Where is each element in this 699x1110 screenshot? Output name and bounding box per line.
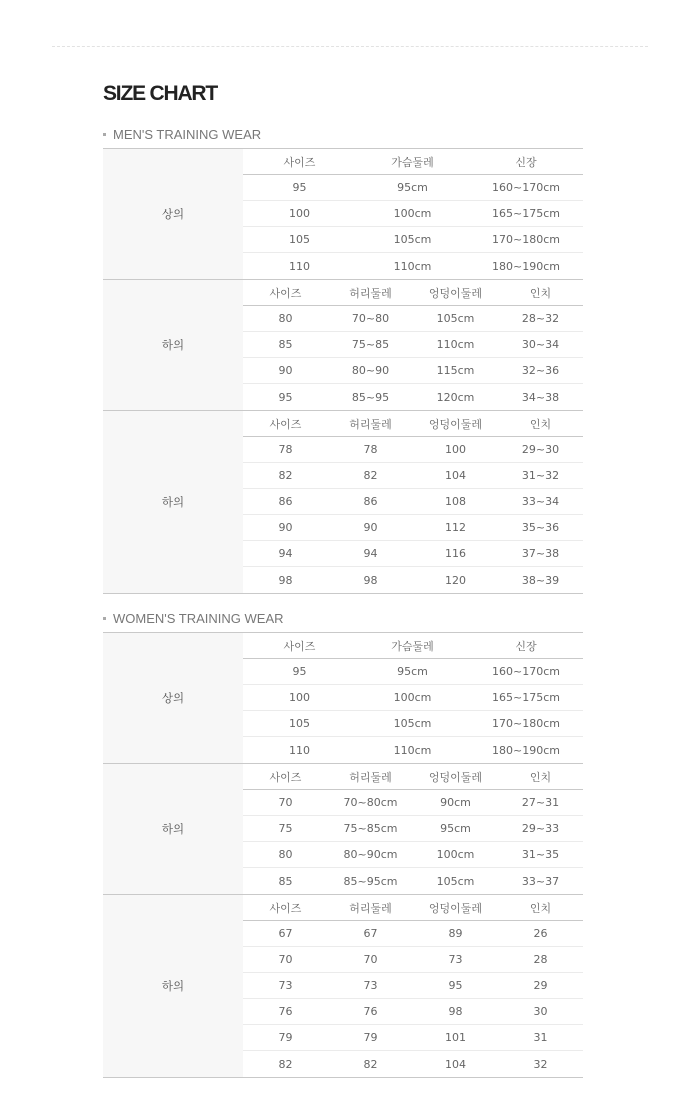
size-table xyxy=(243,149,583,279)
table-cell: 105cm xyxy=(393,233,432,246)
table-cell: 98 xyxy=(278,573,293,587)
table-cell: 78 xyxy=(363,443,378,456)
table-cell: 27~31 xyxy=(521,796,560,809)
table-cell: 29 xyxy=(533,979,548,992)
column-header: 신장 xyxy=(515,639,537,653)
table-cell: 80~90cm xyxy=(343,848,398,861)
table-cell: 28 xyxy=(533,953,548,966)
table-cell: 80 xyxy=(278,848,293,861)
size-table xyxy=(243,633,583,763)
column-header: 허리둘레 xyxy=(349,417,392,431)
section-title-text: MEN'S TRAINING WEAR xyxy=(113,127,262,142)
table-row xyxy=(243,227,583,253)
table-cell: 105 xyxy=(289,717,310,730)
table-cell: 28~32 xyxy=(521,312,560,325)
column-header: 사이즈 xyxy=(283,639,316,653)
table-cell: 90 xyxy=(278,521,293,534)
table-cell: 95cm xyxy=(397,181,428,194)
table-cell: 31~35 xyxy=(521,848,560,861)
table-cell: 67 xyxy=(363,927,378,940)
table-cell: 105 xyxy=(289,233,310,246)
table-cell: 90 xyxy=(363,521,378,534)
column-header: 사이즈 xyxy=(269,770,302,784)
table-cell: 100 xyxy=(289,691,310,704)
table-cell: 120cm xyxy=(436,390,475,404)
column-header: 허리둘레 xyxy=(349,286,392,300)
table-cell: 86 xyxy=(363,495,378,508)
table-row xyxy=(243,947,583,973)
table-cell: 90cm xyxy=(440,796,471,809)
table-row xyxy=(243,1051,583,1077)
table-cell: 98 xyxy=(448,1005,463,1018)
bullet-icon xyxy=(103,617,106,620)
column-header: 가슴둘레 xyxy=(391,639,434,653)
table-cell: 165~175cm xyxy=(492,691,560,704)
table-cell: 67 xyxy=(278,927,293,940)
table-cell: 104 xyxy=(445,469,466,482)
table-cell: 95 xyxy=(278,390,293,404)
table-cell: 89 xyxy=(448,927,463,940)
table-cell: 75~85cm xyxy=(343,822,398,835)
table-cell: 32~36 xyxy=(521,364,560,377)
column-header: 엉덩이둘레 xyxy=(428,901,483,915)
table-row xyxy=(243,737,583,763)
table-cell: 180~190cm xyxy=(492,259,560,273)
table-cell: 105cm xyxy=(436,874,475,888)
table-cell: 31 xyxy=(533,1031,548,1044)
column-header: 사이즈 xyxy=(269,417,302,431)
table-row xyxy=(243,306,583,332)
size-group xyxy=(103,633,583,764)
table-cell: 110cm xyxy=(393,259,432,273)
size-table xyxy=(243,895,583,1077)
table-row xyxy=(243,201,583,227)
column-header: 허리둘레 xyxy=(349,770,392,784)
table-cell: 35~36 xyxy=(521,521,560,534)
table-cell: 160~170cm xyxy=(492,181,560,194)
table-cell: 70 xyxy=(278,796,293,809)
table-row xyxy=(243,384,583,410)
table-cell: 105cm xyxy=(436,312,475,325)
table-cell: 100 xyxy=(289,207,310,220)
table-row xyxy=(243,253,583,279)
table-cell: 100cm xyxy=(393,207,432,220)
table-row xyxy=(243,1025,583,1051)
table-cell: 94 xyxy=(278,547,293,560)
column-header: 엉덩이둘레 xyxy=(428,286,483,300)
column-header: 사이즈 xyxy=(283,155,316,169)
table-cell: 80~90 xyxy=(351,364,390,377)
mens-training-wear-section xyxy=(103,121,583,594)
section-title-text: WOMEN'S TRAINING WEAR xyxy=(113,611,284,626)
table-cell: 110cm xyxy=(393,743,432,757)
table-cell: 76 xyxy=(363,1005,378,1018)
table-cell: 75 xyxy=(278,822,293,835)
table-cell: 105cm xyxy=(393,717,432,730)
size-group xyxy=(103,895,583,1078)
table-cell: 73 xyxy=(363,979,378,992)
table-header-row xyxy=(243,411,583,437)
size-table xyxy=(243,280,583,410)
table-cell: 110cm xyxy=(436,338,475,351)
table-header-row xyxy=(243,149,583,175)
table-cell: 104 xyxy=(445,1057,466,1071)
table-cell: 180~190cm xyxy=(492,743,560,757)
size-group xyxy=(103,149,583,280)
section-title xyxy=(103,121,583,149)
table-cell: 80 xyxy=(278,312,293,325)
table-cell: 170~180cm xyxy=(492,233,560,246)
table-cell: 82 xyxy=(363,469,378,482)
table-row xyxy=(243,685,583,711)
table-cell: 37~38 xyxy=(521,547,560,560)
table-cell: 73 xyxy=(448,953,463,966)
size-group xyxy=(103,280,583,411)
table-row xyxy=(243,489,583,515)
size-group xyxy=(103,764,583,895)
table-cell: 95 xyxy=(292,665,307,678)
garment-type-label: 상의 xyxy=(103,633,243,763)
column-header: 신장 xyxy=(515,155,537,169)
table-row xyxy=(243,437,583,463)
top-dashed-divider xyxy=(52,46,648,47)
column-header: 엉덩이둘레 xyxy=(428,417,483,431)
table-cell: 82 xyxy=(363,1057,378,1071)
table-row xyxy=(243,463,583,489)
table-cell: 110 xyxy=(289,743,310,757)
section-title xyxy=(103,605,583,633)
table-cell: 33~37 xyxy=(521,874,560,888)
size-table xyxy=(243,764,583,894)
table-cell: 95 xyxy=(448,979,463,992)
table-cell: 85~95cm xyxy=(343,874,398,888)
table-cell: 95 xyxy=(292,181,307,194)
table-cell: 78 xyxy=(278,443,293,456)
table-cell: 112 xyxy=(445,521,466,534)
table-cell: 116 xyxy=(445,547,466,560)
garment-type-label: 하의 xyxy=(103,764,243,894)
table-cell: 94 xyxy=(363,547,378,560)
table-cell: 70~80 xyxy=(351,312,390,325)
garment-type-label: 하의 xyxy=(103,411,243,593)
table-row xyxy=(243,816,583,842)
table-cell: 100cm xyxy=(393,691,432,704)
table-cell: 70 xyxy=(363,953,378,966)
table-cell: 85~95 xyxy=(351,390,390,404)
garment-type-label: 상의 xyxy=(103,149,243,279)
table-cell: 33~34 xyxy=(521,495,560,508)
table-row xyxy=(243,567,583,593)
table-cell: 165~175cm xyxy=(492,207,560,220)
table-cell: 90 xyxy=(278,364,293,377)
table-header-row xyxy=(243,280,583,306)
table-cell: 115cm xyxy=(436,364,475,377)
table-cell: 73 xyxy=(278,979,293,992)
column-header: 사이즈 xyxy=(269,286,302,300)
column-header: 허리둘레 xyxy=(349,901,392,915)
table-cell: 170~180cm xyxy=(492,717,560,730)
column-header: 엉덩이둘레 xyxy=(428,770,483,784)
table-cell: 70~80cm xyxy=(343,796,398,809)
table-row xyxy=(243,868,583,894)
table-cell: 34~38 xyxy=(521,390,560,404)
table-row xyxy=(243,175,583,201)
table-cell: 79 xyxy=(278,1031,293,1044)
table-cell: 82 xyxy=(278,1057,293,1071)
size-table xyxy=(243,411,583,593)
bullet-icon xyxy=(103,133,106,136)
table-cell: 30~34 xyxy=(521,338,560,351)
table-row xyxy=(243,541,583,567)
column-header: 인치 xyxy=(529,286,552,300)
table-header-row xyxy=(243,633,583,659)
garment-type-label: 하의 xyxy=(103,280,243,410)
column-header: 가슴둘레 xyxy=(391,155,434,169)
table-row xyxy=(243,973,583,999)
table-cell: 31~32 xyxy=(521,469,560,482)
table-cell: 82 xyxy=(278,469,293,482)
table-cell: 95cm xyxy=(440,822,471,835)
table-row xyxy=(243,711,583,737)
table-cell: 29~30 xyxy=(521,443,560,456)
table-cell: 85 xyxy=(278,338,293,351)
column-header: 인치 xyxy=(529,901,552,915)
table-cell: 86 xyxy=(278,495,293,508)
table-cell: 75~85 xyxy=(351,338,390,351)
table-header-row xyxy=(243,895,583,921)
table-row xyxy=(243,999,583,1025)
womens-training-wear-section xyxy=(103,605,583,1078)
table-row xyxy=(243,921,583,947)
table-cell: 98 xyxy=(363,573,378,587)
garment-type-label: 하의 xyxy=(103,895,243,1077)
table-cell: 79 xyxy=(363,1031,378,1044)
table-row xyxy=(243,515,583,541)
table-cell: 95cm xyxy=(397,665,428,678)
table-row xyxy=(243,332,583,358)
column-header: 인치 xyxy=(529,770,552,784)
table-cell: 108 xyxy=(445,495,466,508)
table-cell: 100 xyxy=(445,443,466,456)
table-cell: 26 xyxy=(533,927,548,940)
page-title: SIZE CHART xyxy=(103,82,218,105)
table-cell: 32 xyxy=(533,1057,548,1071)
column-header: 사이즈 xyxy=(269,901,302,915)
table-row xyxy=(243,358,583,384)
table-cell: 70 xyxy=(278,953,293,966)
table-row xyxy=(243,842,583,868)
column-header: 인치 xyxy=(529,417,552,431)
table-row xyxy=(243,790,583,816)
table-cell: 160~170cm xyxy=(492,665,560,678)
table-cell: 29~33 xyxy=(521,822,560,835)
size-group xyxy=(103,411,583,594)
table-header-row xyxy=(243,764,583,790)
table-cell: 101 xyxy=(445,1031,466,1044)
table-cell: 30 xyxy=(533,1005,548,1018)
table-cell: 100cm xyxy=(436,848,475,861)
table-cell: 110 xyxy=(289,259,310,273)
table-cell: 76 xyxy=(278,1005,293,1018)
table-cell: 85 xyxy=(278,874,293,888)
table-cell: 120 xyxy=(445,573,466,587)
table-row xyxy=(243,659,583,685)
table-cell: 38~39 xyxy=(521,573,560,587)
